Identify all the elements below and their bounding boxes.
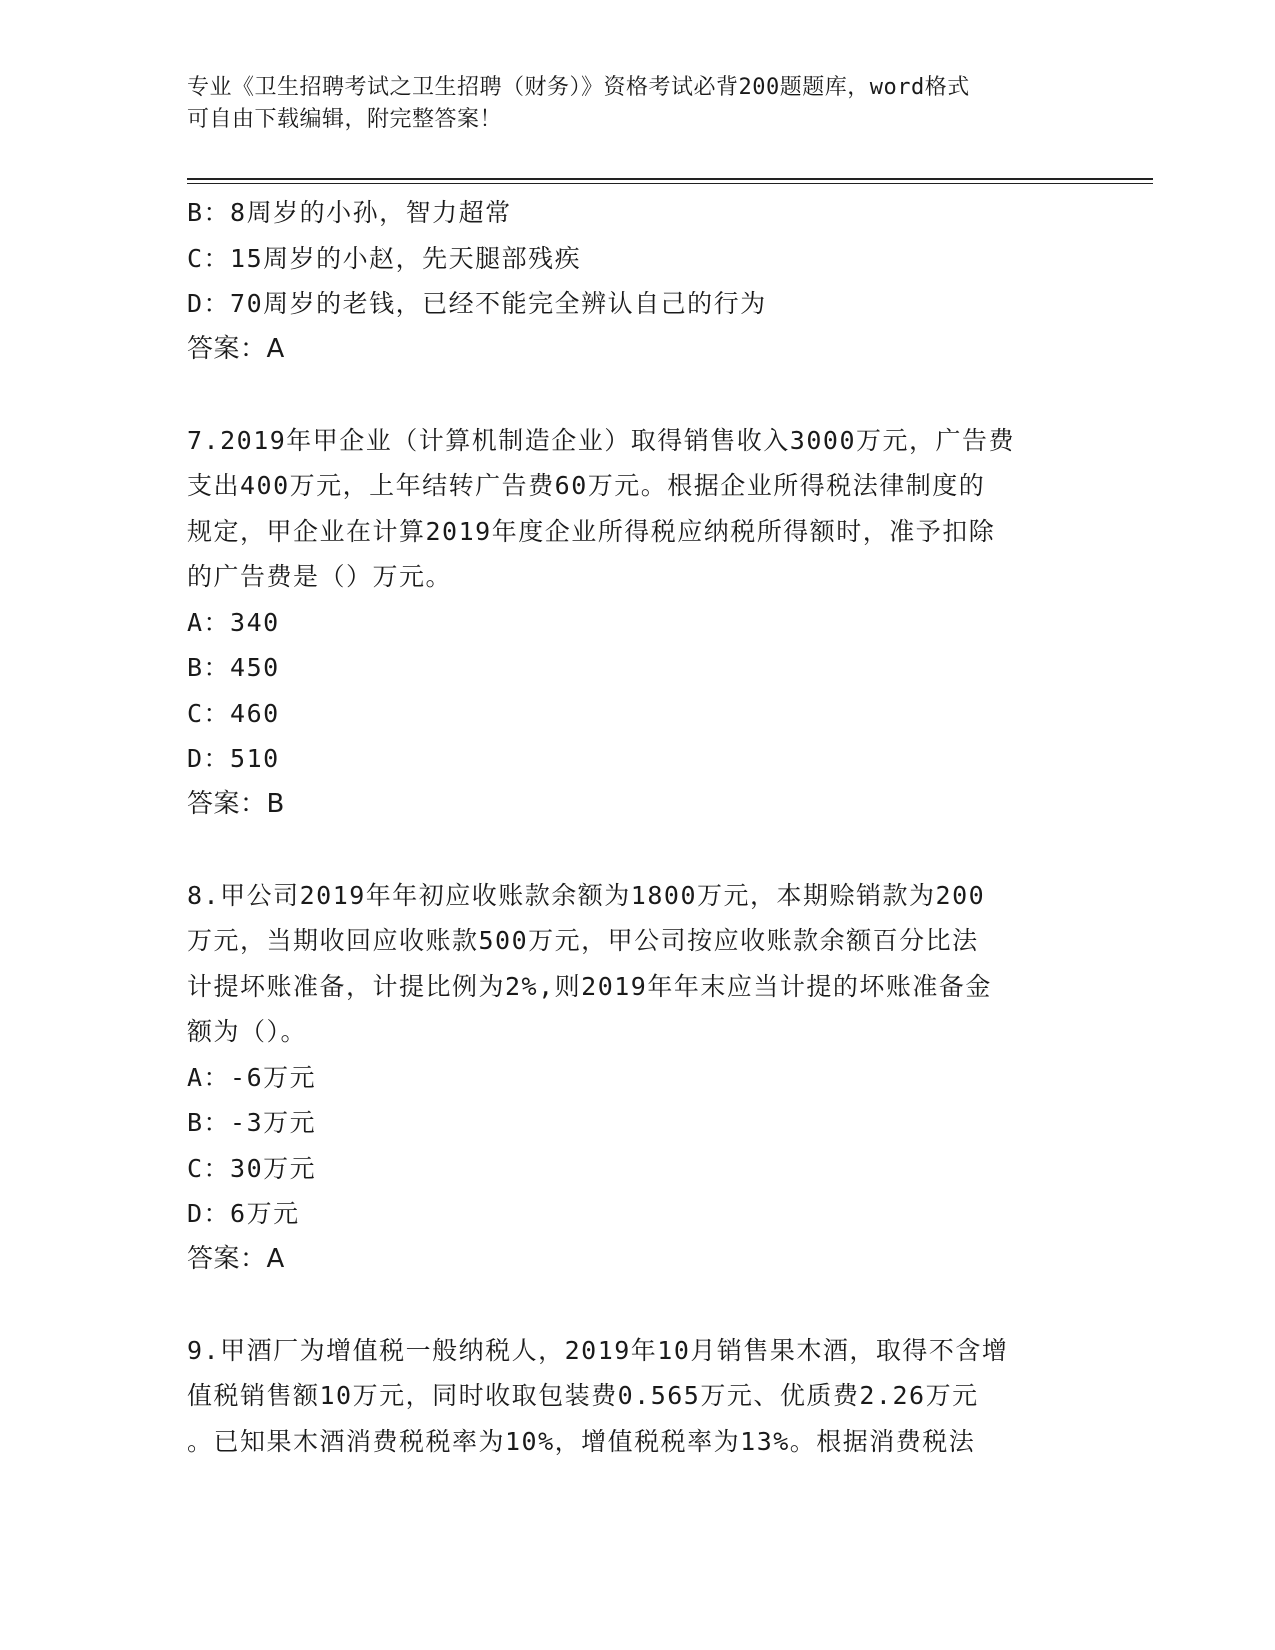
option-b: B：450 <box>187 653 280 682</box>
spacer <box>187 372 1087 418</box>
option-d: D：6万元 <box>187 1199 300 1228</box>
question-stem-line: 万元，当期收回应收账款500万元，甲公司按应收账款余额百分比法 <box>187 926 979 955</box>
header-divider-thick <box>187 178 1153 180</box>
question-stem-line: 额为（）。 <box>187 1017 308 1046</box>
question-stem-line: 计提坏账准备，计提比例为2%,则2019年年末应当计提的坏账准备金 <box>187 971 992 1001</box>
option-c: C：460 <box>187 698 280 728</box>
question-7-block <box>187 418 1087 828</box>
header-line-1: 专业《卫生招聘考试之卫生招聘（财务）》资格考试必背200题题库，word格式 <box>187 75 970 100</box>
option-a: A：-6万元 <box>187 1062 317 1092</box>
answer-line: 答案：A <box>187 1243 285 1274</box>
question-stem-line: 值税销售额10万元，同时收取包装费0.565万元、优质费2.26万元 <box>187 1381 979 1410</box>
question-stem-line: 8.甲公司2019年年初应收账款余额为1800万元，本期赊销款为200 <box>187 880 986 910</box>
option-a: A：340 <box>187 607 280 637</box>
option-c: C：30万元 <box>187 1153 317 1183</box>
answer-line: 答案：A <box>187 333 285 364</box>
question-stem-line: 9.甲酒厂为增值税一般纳税人，2019年10月销售果木酒，取得不含增 <box>187 1335 1009 1365</box>
document-header <box>187 72 1087 136</box>
spacer <box>187 827 1087 873</box>
question-stem-line: 规定，甲企业在计算2019年度企业所得税应纳税所得额时，准予扣除 <box>187 516 996 546</box>
document-body <box>187 190 1087 1464</box>
header-divider-thin <box>187 183 1153 184</box>
question-stem-line: 。已知果木酒消费税税率为10%，增值税税率为13%。根据消费税法 <box>187 1426 976 1456</box>
spacer <box>187 1282 1087 1328</box>
question-stem-line: 支出400万元，上年结转广告费60万元。根据企业所得税法律制度的 <box>187 471 986 500</box>
option-b: B：8周岁的小孙，智力超常 <box>187 198 512 227</box>
header-line-2: 可自由下载编辑，附完整答案！ <box>187 107 503 132</box>
question-9-block <box>187 1328 1087 1465</box>
question-stem-line: 7.2019年甲企业（计算机制造企业）取得销售收入3000万元，广告费 <box>187 425 1016 455</box>
option-d: D：510 <box>187 744 280 773</box>
question-stem-line: 的广告费是（）万元。 <box>187 562 453 591</box>
question-6-block <box>187 190 1087 372</box>
option-c: C：15周岁的小赵，先天腿部残疾 <box>187 243 582 273</box>
answer-line: 答案：B <box>187 788 285 819</box>
question-8-block <box>187 873 1087 1283</box>
option-b: B：-3万元 <box>187 1108 317 1137</box>
option-d: D：70周岁的老钱，已经不能完全辨认自己的行为 <box>187 289 767 318</box>
